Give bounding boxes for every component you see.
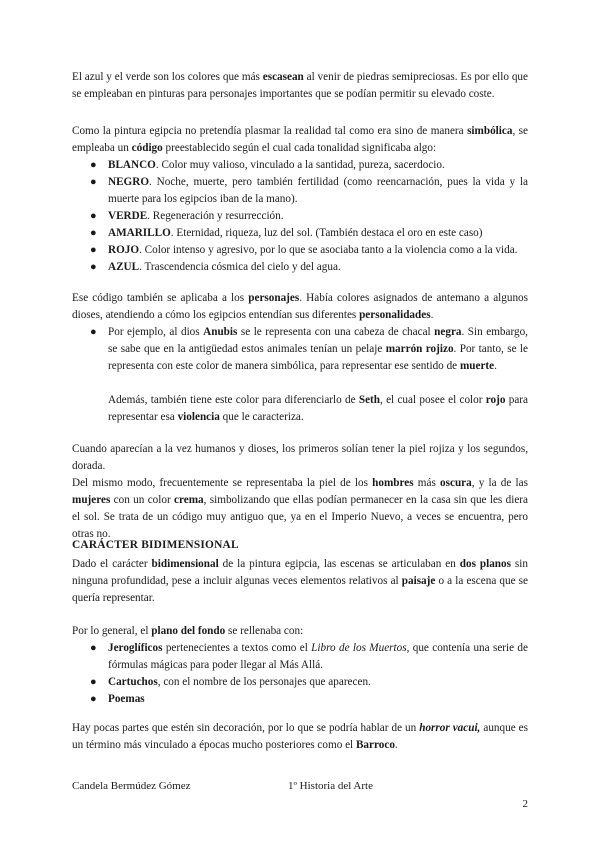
text: Del mismo modo, frecuentemente se representaba la piel de los [72,477,373,489]
color-name: ROJO [108,244,140,256]
text: . Había colores asignados de antemano a algunos dioses, atendiendo a cómo los egipcios entendían sus diferentes [72,292,528,321]
text: que le caracteriza. [219,411,304,423]
paragraph-horror-vacui [72,720,528,754]
text: Hay pocas partes que estén sin decoración, por lo que se podría hablar de un [72,722,420,734]
bold-text: marrón rojizo [385,343,454,355]
bold-text: negra [434,326,462,338]
color-description: . Eternidad, riqueza, luz del sol. (También destaca el oro en este caso) [170,227,483,239]
text: preestablecido según el cual cada tonalidad significaba algo: [162,142,437,154]
list-item-cartuchos [90,674,528,691]
text: Dado el carácter [72,558,152,570]
bullet-icon: ● [90,244,97,256]
paragraph-personajes [72,290,528,324]
bold-text: Seth [358,394,380,406]
bold-text: violencia [177,411,220,423]
bold-text: código [131,142,163,154]
text: de la pintura egipcia, las escenas se articulaban en [218,558,460,570]
italic-text: Libro de los Muertos [311,642,407,654]
color-description: . Color muy valioso, vinculado a la santidad, pureza, sacerdocio. [155,159,445,171]
bold-text: rojo [485,394,506,406]
text: , simbolizando que ellas podían permanecer en la casa sin que les diera el sol. Se trata de un código muy antiguo que, ya en el Imperio Nuevo, a veces se encuentra, pero otras no. [72,494,528,540]
bold-text: hombres [372,477,414,489]
footer-author: Candela Bermúdez Gómez [72,780,191,792]
bullet-icon: ● [90,261,97,273]
list-item-verde [90,208,528,225]
color-name: BLANCO [108,159,156,171]
color-description: . Noche, muerte, pero también fertilidad (como reencarnación, pues la vida y la muerte para los egipcios iban de la mano). [108,176,528,205]
color-description: . Trascendencia cósmica del cielo y del agua. [139,261,341,273]
text: se rellenaba con: [225,625,304,637]
paragraph-bidimensional [72,556,528,607]
text: , el cual posee el color [380,394,486,406]
text: Ese código también se aplicaba a los [72,292,249,304]
bold-text: Barroco [355,739,395,751]
text: . [430,309,434,321]
list-item-anubis [90,324,528,375]
bold-text: bidimensional [151,558,219,570]
text: El azul y el verde son los colores que más [72,71,263,83]
text: para representar esa [108,394,528,423]
text: se le representa con una cabeza de chacal [237,326,435,338]
text: , y la de las [471,477,528,489]
text: . Sin embargo, se sabe que en la antigüedad estos animales tenían un pelaje [108,326,528,355]
text: con un color [110,494,175,506]
text: . [494,360,497,372]
bold-text: escasean [262,71,304,83]
list-item-azul [90,259,528,276]
list-item-amarillo [90,225,528,242]
bold-italic-text: horror vacui, [419,722,481,734]
bold-text: simbólica [467,125,513,137]
bold-text: dos planos [459,558,511,570]
bullet-icon: ● [90,326,97,338]
bullet-icon: ● [90,642,97,654]
color-description: . Regeneración y resurrección. [147,210,284,222]
paragraph-piel [72,475,528,543]
text: Por lo general, el [72,625,152,637]
text: sin ninguna profundidad, pese a incluir algunas veces elementos relativos al [72,558,528,587]
list-item-poemas [90,691,528,708]
paragraph-seth [72,392,528,426]
color-name: AZUL [108,261,140,273]
text: Además, también tiene este color para diferenciarlo de [108,394,359,406]
list-item-jeroglificos [90,640,528,674]
anubis-list [72,324,528,375]
bold-text: mujeres [72,494,111,506]
bold-text: Poemas [108,693,145,705]
bold-text: personajes [248,292,300,304]
text: Por ejemplo, al dios [108,326,204,338]
text: aunque es un término más vinculado a épocas mucho posteriores como el [72,722,528,751]
bullet-icon: ● [90,176,97,188]
text: , con el nombre de los personajes que aparecen. [157,676,371,688]
list-item-blanco [90,157,528,174]
text: Cuando aparecían a la vez humanos y dioses, los primeros solían tener la piel rojiza y los segundos, dorada. [72,443,528,472]
color-code-list [72,157,528,276]
paragraph-humanos-dioses [72,441,528,475]
text: pertenecientes a textos como el [162,642,312,654]
bold-text: muerte [459,360,495,372]
bullet-icon: ● [90,227,97,239]
bold-text: Cartuchos [108,676,158,688]
text: más [413,477,441,489]
bold-text: plano del fondo [151,625,226,637]
text: , se empleaba un [72,125,528,154]
color-name: NEGRO [108,176,150,188]
list-item-negro [90,174,528,208]
text: o a la escena que se quería representar. [72,575,528,604]
bold-text: personalidades [359,309,431,321]
color-name: AMARILLO [108,227,171,239]
bold-text: Jeroglíficos [108,642,163,654]
text: Como la pintura egipcia no pretendía plasmar la realidad tal como era sino de manera [72,125,468,137]
bullet-icon: ● [90,159,97,171]
page-number: 2 [522,798,528,810]
bold-text: paisaje [401,575,436,587]
footer-course: 1º Historia del Arte [288,780,373,792]
bullet-icon: ● [90,210,97,222]
text: al venir de piedras semipreciosas. Es por ello que se empleaban en pinturas para personajes importantes que se podían permitir su elevado coste. [72,71,528,100]
text: . [394,739,398,751]
text: . Por tanto, se le representa con este color de manera simbólica, para representar ese sentido de [108,343,529,372]
paragraph-azul-verde [72,69,528,103]
bullet-icon: ● [90,676,97,688]
paragraph-plano-fondo [72,623,528,640]
bold-text: crema [174,494,204,506]
color-description: . Color intenso y agresivo, por lo que se asociaba tanto a la violencia como a la vida. [139,244,518,256]
fondo-list [72,640,528,708]
bold-text: Anubis [203,326,238,338]
bullet-icon: ● [90,693,97,705]
color-name: VERDE [108,210,148,222]
bold-text: oscura [440,477,472,489]
section-heading: CARÁCTER BIDIMENSIONAL [72,539,239,551]
paragraph-codigo-simbolico [72,123,528,157]
list-item-rojo [90,242,528,259]
text: , que contenía una serie de fórmulas mágicas para poder llegar al Más Allá. [108,642,528,671]
